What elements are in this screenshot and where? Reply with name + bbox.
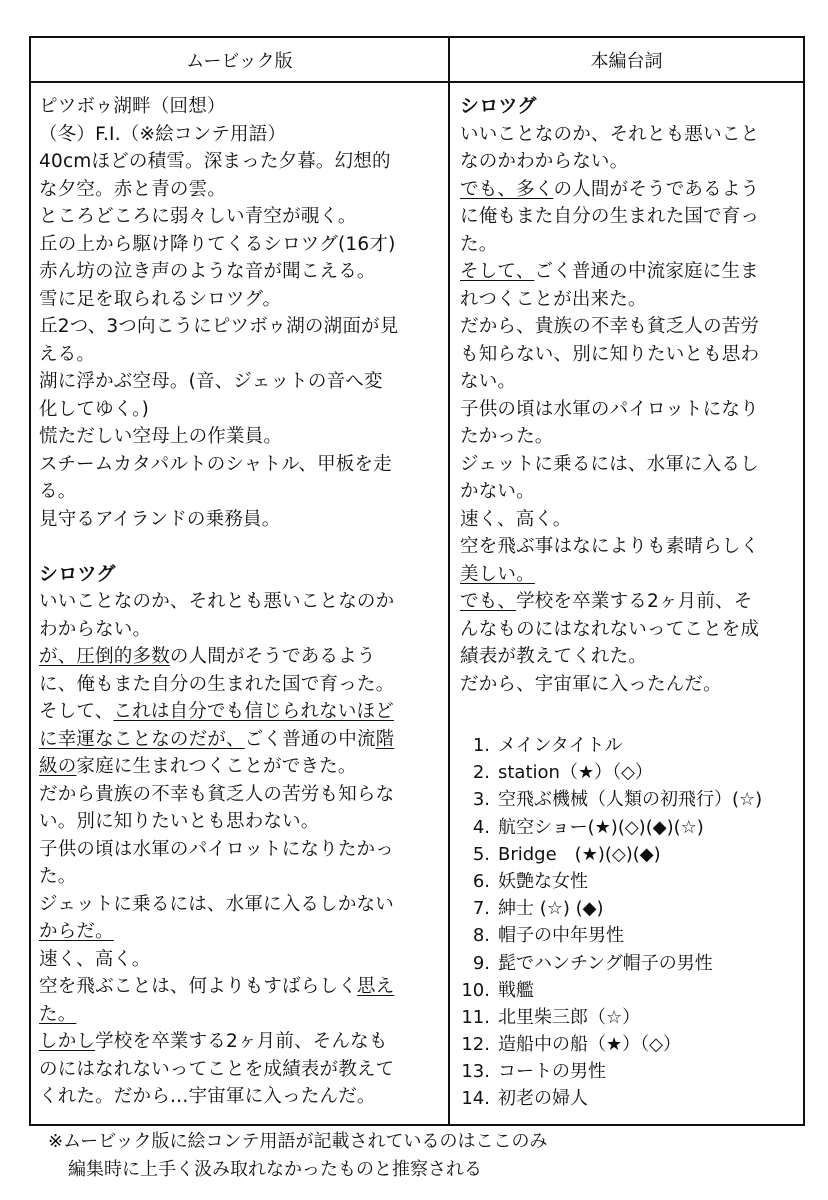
moviec-version-column: [31, 83, 450, 1124]
track-number: 12.: [461, 1034, 490, 1056]
track-number: 11.: [461, 1006, 490, 1028]
scene-line: 見守るアイランドの乗務員。: [39, 508, 281, 530]
dialogue-line: いいことなのか、それとも悪いことなのか: [39, 591, 395, 612]
track-number: 14.: [461, 1088, 490, 1110]
track-item: [460, 950, 797, 977]
scene-description: [39, 93, 442, 533]
footnote-line: ※ムービック版に絵コンテ用語が記載されているのはここのみ: [48, 1131, 548, 1152]
dialogue-line: も知らない、別に知りたいとも思わ: [460, 343, 760, 365]
speaker-name: シロツグ: [39, 562, 116, 585]
dialogue-line: ジェットに乗るには、水軍に入るし: [460, 453, 759, 475]
scene-line: 湖に浮かぶ空母。(音、ジェットの音へ変: [39, 371, 383, 392]
dialogue-line: んなものにはなれないってことを成: [460, 618, 760, 640]
track-number: 1.: [472, 735, 490, 756]
dialogue-line: 速く、高く。: [39, 948, 151, 970]
underlined-text: からだ。: [39, 921, 114, 942]
dialogue-line: でも、多くの人間がそうであるよう: [460, 178, 760, 200]
underlined-text: が、圧倒的多数: [39, 646, 170, 667]
dialogue-line: 速く、高く。: [460, 508, 572, 530]
track-number: 8.: [472, 925, 490, 947]
scene-line: 化してゆく。): [39, 398, 149, 420]
footnote: [48, 1128, 547, 1184]
underlined-text: 美しい。: [460, 563, 535, 585]
track-item: [460, 841, 797, 868]
track-title: 髭でハンチング帽子の男性: [498, 952, 713, 974]
dialogue-line: [39, 1001, 442, 1029]
track-item: [460, 814, 797, 841]
dialogue-line: 空を飛ぶ事はなによりも素晴らしく: [460, 536, 760, 557]
dialogue-line: だから、貴族の不幸も貧乏人の苦労: [460, 316, 760, 337]
dialogue-line: そして、これは自分でも信じられないほど: [39, 701, 394, 722]
scene-line: 雪に足を取られるシロツグ。: [39, 288, 282, 310]
scene-line: 慌ただしい空母上の作業員。: [39, 426, 283, 447]
dialogue-line: かない。: [460, 481, 535, 502]
track-title: 航空ショー(★)(◇)(◆)(☆): [498, 816, 704, 838]
track-item: [460, 786, 797, 813]
moviec-dialogue: [39, 588, 442, 1111]
dialogue-line: ジェットに乗るには、水軍に入るしかない: [39, 893, 394, 915]
track-title: Bridge (★)(◇)(◆): [498, 843, 661, 865]
track-title: 初老の婦人: [498, 1088, 588, 1110]
scene-line: な夕空。赤と青の雲。: [39, 178, 227, 200]
scene-line: スチームカタパルトのシャトル、甲板を走: [39, 453, 392, 475]
underlined-text: た。: [39, 1003, 77, 1025]
track-list: [460, 732, 797, 1113]
track-title: 紳士 (☆) (◆): [498, 898, 604, 920]
scene-line: ところどころに弱々しい青空が覗く。: [39, 206, 357, 227]
dialogue-line: 級の家庭に生まれつくことができた。: [39, 756, 357, 777]
scene-line: える。: [39, 343, 96, 365]
footnote-line: 編集時に上手く汲み取れなかったものと推察される: [68, 1159, 482, 1180]
dialogue-line: [460, 561, 797, 589]
underlined-text: そして、: [460, 261, 535, 282]
dialogue-line: が、圧倒的多数の人間がそうであるよう: [39, 646, 376, 667]
scene-line: ピツボゥ湖畔（回想）: [39, 96, 226, 117]
scene-line: る。: [39, 481, 77, 502]
underlined-text: 階: [375, 728, 395, 750]
scene-line: （冬）F.I.（※絵コンテ用語）: [39, 123, 287, 145]
main-dialogue: [460, 121, 797, 699]
dialogue-line: [39, 918, 442, 946]
header-moviec-version: ムービック版: [31, 38, 450, 83]
track-number: 9.: [472, 952, 490, 974]
dialogue-line: だから貴族の不幸も貧乏人の苦労も知らな: [39, 783, 395, 805]
dialogue-line: い。別に知りたいとも思わない。: [39, 811, 320, 832]
track-number: 4.: [472, 816, 490, 838]
track-item: [460, 922, 797, 949]
track-number: 2.: [472, 762, 490, 784]
underlined-text: 級の: [39, 756, 77, 777]
track-title: 帽子の中年男性: [498, 925, 624, 947]
dialogue-line: に、俺もまた自分の生まれた国で育った。: [39, 673, 395, 695]
underlined-text: これは自分でも信じられないほど: [113, 701, 394, 722]
track-number: 3.: [472, 789, 490, 811]
main-dialogue-column: [450, 83, 803, 1124]
track-item: [460, 732, 797, 759]
comparison-table: [29, 36, 805, 1126]
track-title: 北里柴三郎（☆）: [498, 1006, 641, 1028]
track-number: 5.: [472, 843, 490, 865]
underlined-text: でも、: [460, 591, 517, 612]
track-title: メインタイトル: [498, 735, 623, 756]
track-item: [460, 1004, 797, 1031]
track-item: [460, 1031, 797, 1058]
scene-line: 丘の上から駆け降りてくるシロツグ(16才): [39, 233, 396, 255]
scene-line: 赤ん坊の泣き声のような音が聞こえる。: [39, 261, 376, 282]
dialogue-line: のにはなれないってことを成績表が教えて: [39, 1058, 395, 1080]
dialogue-line: た。: [460, 233, 498, 255]
track-item: [460, 895, 797, 922]
track-title: 妖艶な女性: [498, 870, 588, 892]
header-main-dialogue: 本編台詞: [450, 38, 803, 83]
dialogue-line: 子供の頃は水軍のパイロットになり: [460, 398, 759, 420]
spacer: [39, 533, 442, 561]
dialogue-line: 子供の頃は水軍のパイロットになりたかっ: [39, 838, 394, 860]
underlined-text: 思え: [356, 976, 395, 997]
underlined-text: しかし: [39, 1031, 96, 1052]
track-number: 13.: [461, 1061, 490, 1083]
track-item: [460, 1085, 797, 1112]
dialogue-line: たかった。: [460, 426, 554, 447]
dialogue-line: た。: [39, 866, 77, 887]
underlined-text: でも、多く: [460, 178, 554, 200]
track-item: [460, 977, 797, 1004]
track-number: 6.: [472, 870, 490, 892]
dialogue-line: に幸運なことなのだが、ごく普通の中流階: [39, 728, 395, 750]
track-item: [460, 868, 797, 895]
dialogue-line: だから、宇宙軍に入ったんだ。: [460, 673, 722, 695]
dialogue-line: れつくことが出来た。: [460, 288, 647, 310]
dialogue-line: でも、学校を卒業する2ヶ月前、そ: [460, 591, 753, 612]
dialogue-line: しかし学校を卒業する2ヶ月前、そんなも: [39, 1031, 388, 1052]
dialogue-line: ない。: [460, 371, 517, 392]
dialogue-line: わからない。: [39, 618, 152, 640]
dialogue-line: なのかわからない。: [460, 151, 629, 172]
underlined-text: に幸運なことなのだが、: [39, 728, 245, 750]
track-title: station（★）（◇）: [498, 762, 653, 784]
track-title: コートの男性: [498, 1061, 606, 1083]
track-title: 空飛ぶ機械（人類の初飛行）(☆): [498, 789, 763, 811]
track-number: 7.: [472, 898, 490, 920]
track-title: 造船中の船（★）（◇）: [498, 1034, 681, 1056]
dialogue-line: 空を飛ぶことは、何よりもすばらしく思え: [39, 976, 395, 997]
track-item: [460, 1058, 797, 1085]
dialogue-line: そして、ごく普通の中流家庭に生ま: [460, 261, 759, 282]
speaker-name: シロツグ: [460, 95, 537, 117]
track-title: 戦艦: [498, 979, 534, 1001]
track-number: 10.: [461, 979, 490, 1001]
dialogue-line: いいことなのか、それとも悪いこと: [460, 123, 760, 145]
track-item: [460, 759, 797, 786]
scene-line: 丘2つ、3つ向こうにピツボゥ湖の湖面が見: [39, 316, 399, 337]
scene-line: 40cmほどの積雪。深まった夕暮。幻想的: [39, 151, 391, 172]
dialogue-line: 績表が教えてくれた。: [460, 646, 648, 667]
dialogue-line: くれた。だから…宇宙軍に入ったんだ。: [39, 1086, 376, 1107]
dialogue-line: に俺もまた自分の生まれた国で育っ: [460, 206, 760, 227]
